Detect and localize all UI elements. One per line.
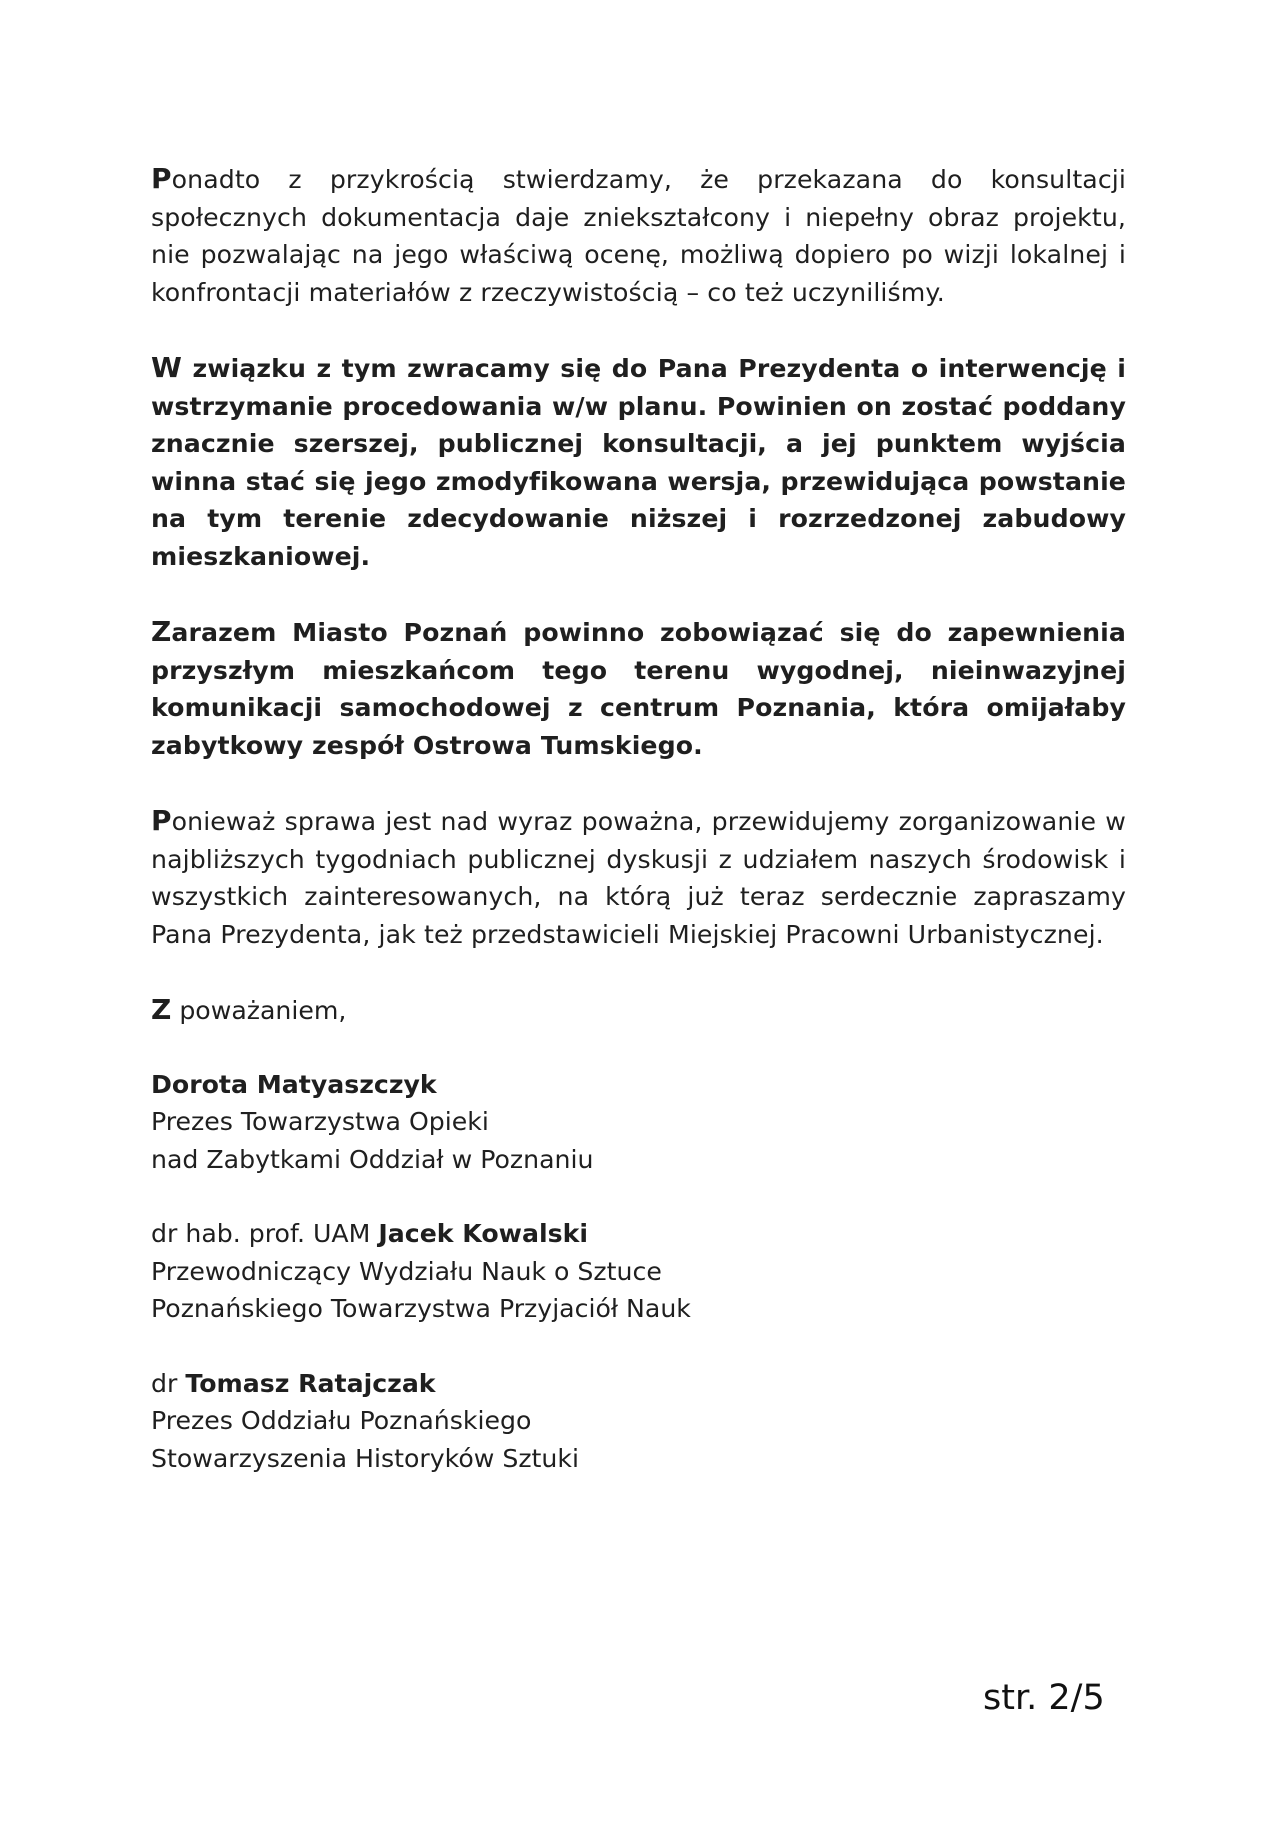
- signatory-2-prefix: dr hab. prof. UAM: [151, 1219, 379, 1248]
- closing-text: poważaniem,: [171, 996, 347, 1025]
- signatory-1: [151, 1066, 1126, 1179]
- closing-initial: Z: [151, 993, 172, 1026]
- page-number: str. 2/5: [983, 1678, 1105, 1718]
- letter-body: [151, 160, 1126, 1477]
- paragraph-4-initial: P: [151, 804, 172, 837]
- paragraph-1-text: onadto z przykrością stwierdzamy, że przekazana do konsultacji społecznych dokumentacja daje zniekształcony i niepełny obraz projektu, nie pozwalając na jego właściwą ocenę, możliwą dopiero po wizji lokalnej i konfrontacji materiałów z rzeczywistością – co też uczyniliśmy.: [151, 165, 1126, 307]
- paragraph-3-initial: Z: [151, 615, 172, 648]
- signatory-3-prefix: dr: [151, 1368, 186, 1398]
- signatory-2-name: Jacek Kowalski: [378, 1219, 588, 1248]
- paragraph-1: [151, 160, 1126, 311]
- paragraph-1-initial: P: [151, 162, 172, 195]
- signatory-3-name-line: [151, 1365, 1126, 1403]
- paragraph-4-text: onieważ sprawa jest nad wyraz poważna, przewidujemy zorganizowanie w najbliższych tygodniach publicznej dyskusji z udziałem naszych środowisk i wszystkich zainteresowanych, na którą już teraz serdecznie zapraszamy Pana Prezydenta, jak też przedstawicieli Miejskiej Pracowni Urbanistycznej.: [151, 807, 1126, 949]
- paragraph-3: [151, 613, 1126, 764]
- signatory-2: [151, 1215, 1126, 1328]
- signatory-3-name: Tomasz Ratajczak: [185, 1368, 436, 1398]
- signatory-1-title-1: Prezes Towarzystwa Opieki: [151, 1107, 489, 1136]
- signatory-2-title-1: Przewodniczący Wydziału Nauk o Sztuce: [151, 1256, 662, 1286]
- signatory-1-name-line: [151, 1066, 1126, 1104]
- paragraph-2: [151, 349, 1126, 575]
- paragraph-2-initial: W: [151, 351, 182, 384]
- signatory-3-title-1: Prezes Oddziału Poznańskiego: [151, 1406, 532, 1435]
- signatory-3-title-2: Stowarzyszenia Historyków Sztuki: [151, 1443, 579, 1473]
- paragraph-4: [151, 802, 1126, 953]
- signatory-3: [151, 1365, 1126, 1478]
- signatory-2-name-line: [151, 1215, 1126, 1253]
- paragraph-2-text: związku z tym zwracamy się do Pana Prezydenta o interwencję i wstrzymanie procedowania w/w planu. Powinien on zostać poddany znacznie szerszej, publicznej konsultacji, a jej punktem wyjścia winna stać się jego zmodyfikowana wersja, przewidująca powstanie na tym terenie zdecydowanie niższej i rozrzedzonej zabudowy mieszkaniowej.: [151, 354, 1126, 571]
- signatory-2-title-2: Poznańskiego Towarzystwa Przyjaciół Nauk: [151, 1294, 691, 1323]
- closing-salutation: [151, 991, 1126, 1030]
- signatory-1-name: Dorota Matyaszczyk: [151, 1069, 437, 1099]
- paragraph-3-text: arazem Miasto Poznań powinno zobowiązać się do zapewnienia przyszłym mieszkańcom tego terenu wygodnej, nieinwazyjnej komunikacji samochodowej z centrum Poznania, która omijałaby zabytkowy zespół Ostrowa Tumskiego.: [151, 618, 1126, 760]
- signatory-1-title-2: nad Zabytkami Oddział w Poznaniu: [151, 1144, 594, 1174]
